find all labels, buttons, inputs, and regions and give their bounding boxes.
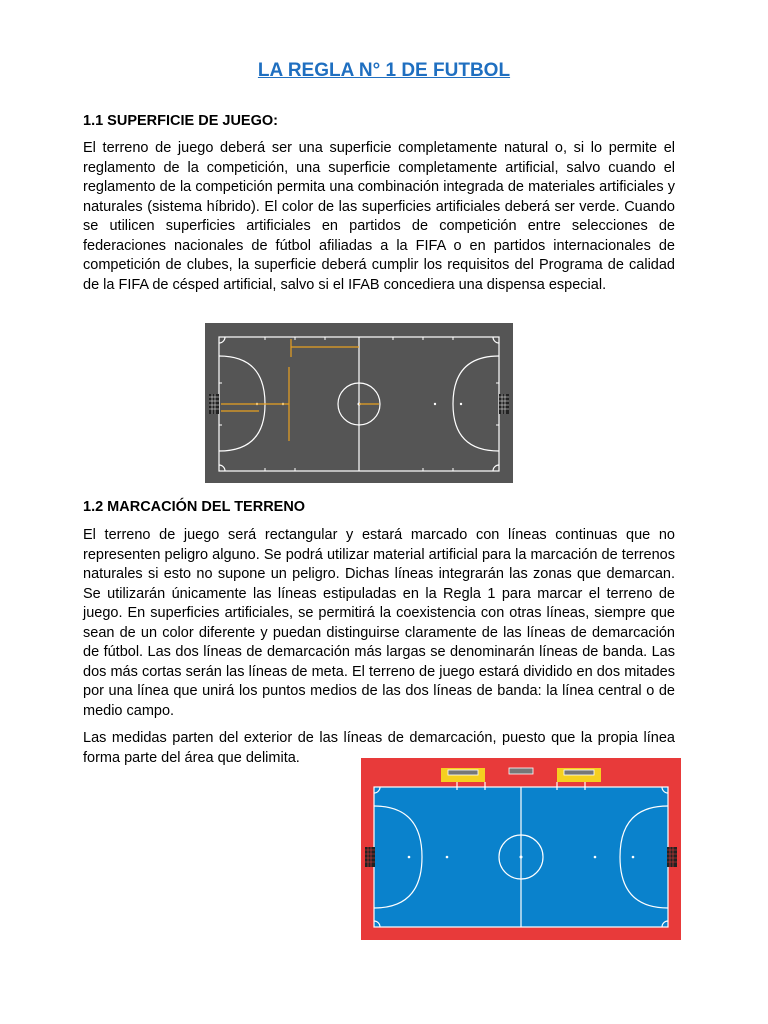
goal-left bbox=[365, 847, 375, 867]
penalty-mark-right bbox=[632, 856, 635, 859]
goal-right bbox=[667, 847, 677, 867]
paragraph-marcacion-2: Las medidas parten del exterior de las líneas de demarcación, puesto que la propia línea forma parte del área que delimita. bbox=[83, 730, 675, 766]
penalty-mark-left bbox=[408, 856, 411, 859]
second-penalty-mark-right bbox=[594, 856, 597, 859]
section-heading-superficie: 1.1 SUPERFICIE DE JUEGO: bbox=[83, 113, 278, 129]
second-penalty-mark-right bbox=[434, 403, 436, 405]
page-title: LA REGLA N° 1 DE FUTBOL bbox=[257, 60, 511, 81]
paragraph-superficie: El terreno de juego deberá ser una superficie completamente natural o, si lo permite el reglamento de la competición, una superficie completamente artificial, salvo cuando el reglamento de la competición permita una combinación integrada de materiales artificiales y naturales (sistema híbrido). El color de las superficies artificiales deberá ser verde. Cuando se utilicen superficies artificiales en partidos de competición entre selecciones de federaciones nacionales de fútbol afiliadas a la FIFA o en partidos internacionales de competición de clubes, la superficie deberá cumplir los requisitos del Programa de calidad de la FIFA de césped artificial, salvo si el IFAB concediera una dispensa especial. bbox=[83, 140, 675, 293]
team-bench-right bbox=[557, 768, 601, 782]
timekeeper-table bbox=[509, 768, 533, 774]
second-penalty-mark-left bbox=[446, 856, 449, 859]
court-diagram-blue bbox=[361, 758, 681, 940]
center-mark bbox=[520, 856, 523, 859]
penalty-mark-right bbox=[460, 403, 462, 405]
court-diagram-gray bbox=[205, 323, 513, 483]
paragraph-marcacion-1: El terreno de juego será rectangular y estará marcado con líneas continuas que no representen peligro alguno. Se podrá utilizar material artificial para la marcación de terrenos naturales si esto no supone un peligro. Dichas líneas integrarán las zonas que demarcan. Se utilizarán únicamente las líneas estipuladas en la Regla 1 para marcar el terreno de juego. En superficies artificiales, se permitirá la coexistencia con otras líneas, siempre que sean de un color diferente y puedan distinguirse claramente de las líneas de demarcación de fútbol. Las dos líneas de demarcación más largas se denominarán líneas de banda. Las dos más cortas serán las líneas de meta. El terreno de juego estará dividido en dos mitades por una línea que unirá los puntos medios de las dos líneas de banda: la línea central o de medio campo. bbox=[83, 527, 675, 719]
section-heading-marcacion: 1.2 MARCACIÓN DEL TERRENO bbox=[83, 499, 306, 515]
team-bench-left bbox=[441, 768, 485, 782]
